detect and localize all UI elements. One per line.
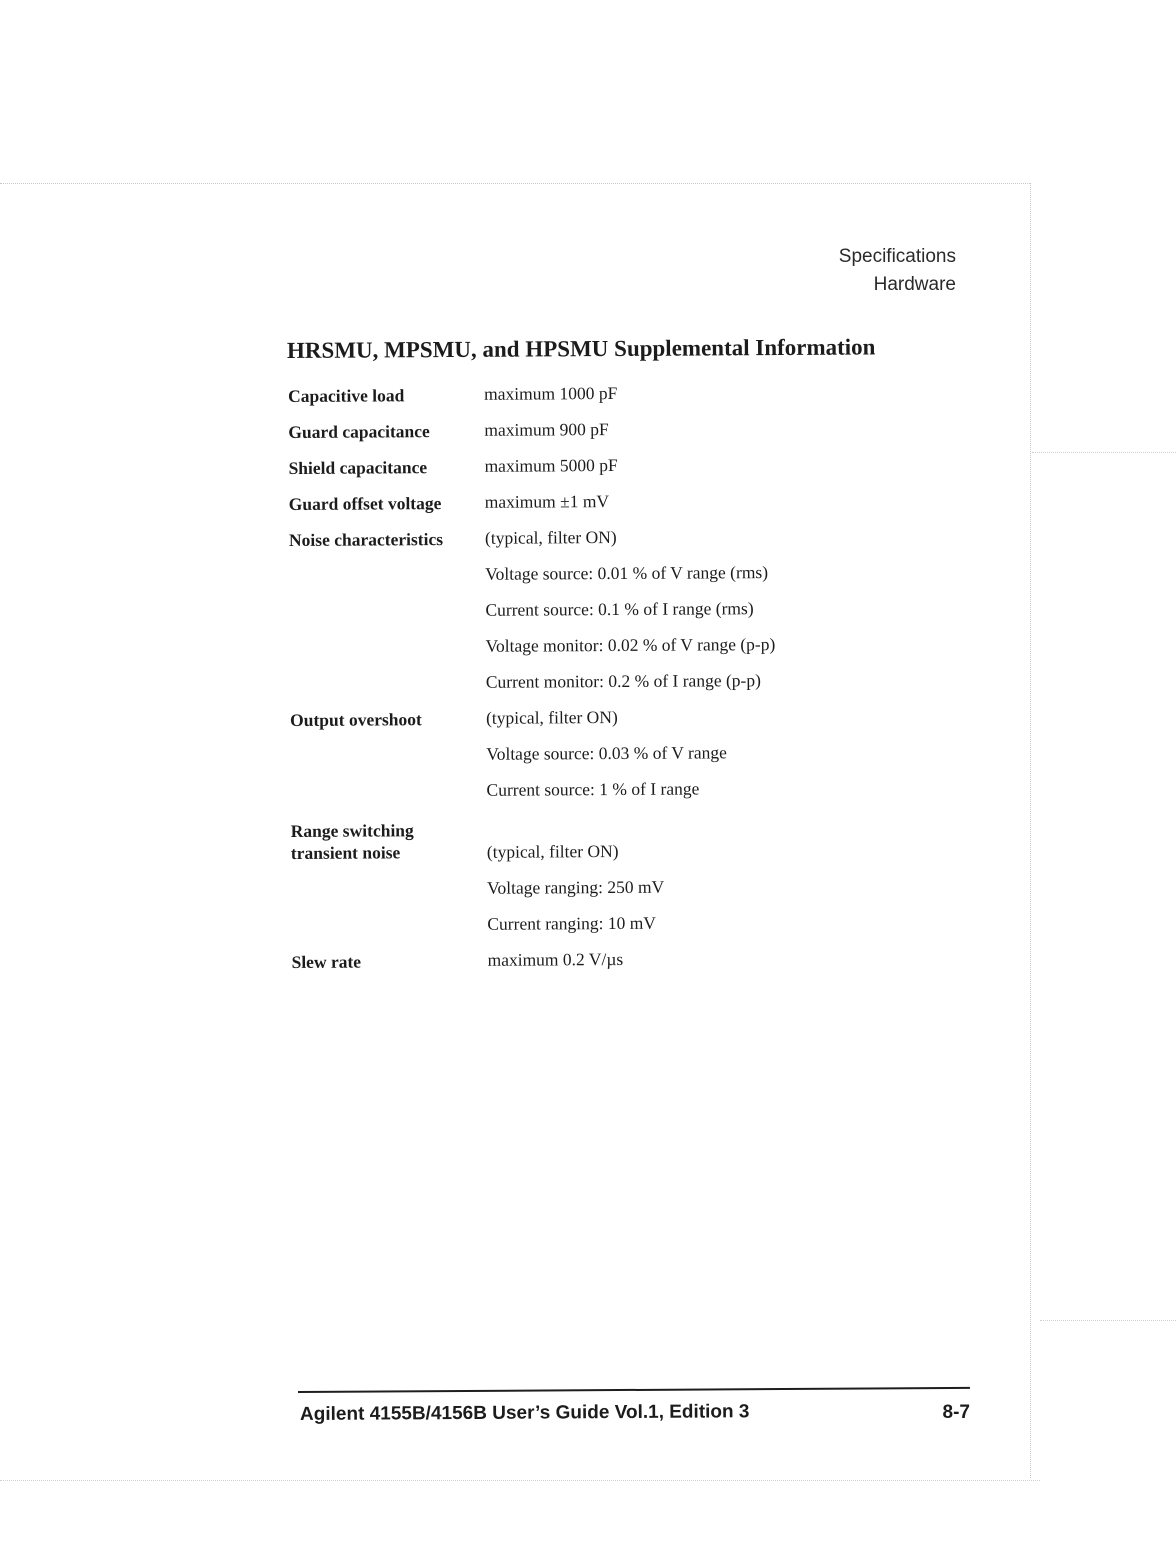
spec-values bbox=[486, 700, 931, 811]
spec-label: Slew rate bbox=[291, 951, 362, 972]
spec-label: Shield capacitance bbox=[288, 457, 428, 478]
footer-title: Agilent 4155B/4156B User’s Guide Vol.1, Edition 3 bbox=[299, 1401, 750, 1425]
running-head-chapter: Specifications bbox=[838, 246, 956, 267]
spec-value: Current monitor: 0.2 % of I range (p-p) bbox=[485, 670, 761, 692]
spec-value: maximum 0.2 V/µs bbox=[487, 948, 624, 970]
scan-edge-bottom bbox=[0, 1480, 1040, 1481]
spec-value: (typical, filter ON) bbox=[486, 840, 619, 862]
spec-values bbox=[485, 484, 929, 523]
spec-value: Voltage source: 0.03 % of V range bbox=[486, 742, 727, 764]
spec-table bbox=[288, 376, 932, 982]
scan-edge-side bbox=[1032, 452, 1176, 453]
spec-values bbox=[487, 816, 932, 945]
spec-row-range-switching bbox=[291, 816, 932, 946]
spec-value: maximum 1000 pF bbox=[484, 382, 618, 404]
spec-value: maximum 900 pF bbox=[484, 419, 609, 440]
scan-edge-top bbox=[0, 183, 1030, 184]
spec-label-line: transient noise bbox=[290, 842, 401, 863]
spec-values bbox=[484, 448, 928, 487]
spec-row-guard-offset-voltage bbox=[289, 484, 929, 524]
spec-label-line: Range switching bbox=[290, 820, 414, 841]
spec-values bbox=[487, 942, 931, 981]
spec-values bbox=[485, 520, 930, 703]
spec-row-output-overshoot bbox=[290, 700, 931, 812]
footer-rule bbox=[298, 1387, 970, 1393]
spec-value: (typical, filter ON) bbox=[484, 526, 617, 548]
section-title: HRSMU, MPSMU, and HPSMU Supplemental Information bbox=[286, 334, 876, 363]
spec-value: Current ranging: 10 mV bbox=[487, 912, 657, 934]
spec-value: maximum ±1 mV bbox=[484, 491, 610, 512]
spec-value: Current source: 1 % of I range bbox=[486, 778, 700, 800]
spec-label: Guard offset voltage bbox=[288, 493, 442, 514]
spec-value: Voltage ranging: 250 mV bbox=[487, 876, 665, 898]
spec-label: Noise characteristics bbox=[288, 529, 444, 550]
spec-row-noise-characteristics bbox=[289, 520, 930, 704]
spec-value: Voltage monitor: 0.02 % of V range (p-p) bbox=[485, 634, 776, 656]
spec-values bbox=[484, 376, 928, 415]
page-number: 8-7 bbox=[942, 1402, 970, 1423]
spec-value: maximum 5000 pF bbox=[484, 454, 618, 476]
spec-value: (typical, filter ON) bbox=[486, 706, 618, 728]
scan-edge-side bbox=[1040, 1320, 1176, 1321]
spec-label bbox=[291, 819, 487, 864]
spec-value: Current source: 0.1 % of I range (rms) bbox=[485, 598, 754, 620]
spec-row-capacitive-load bbox=[288, 376, 928, 416]
spec-row-slew-rate bbox=[291, 942, 931, 982]
spec-row-guard-capacitance bbox=[288, 412, 928, 452]
spec-value: Voltage source: 0.01 % of V range (rms) bbox=[485, 562, 769, 584]
spec-label: Guard capacitance bbox=[288, 421, 430, 442]
running-head bbox=[839, 243, 956, 299]
running-head-section: Hardware bbox=[873, 274, 956, 295]
scan-edge-right bbox=[1030, 183, 1031, 1478]
spec-label: Capacitive load bbox=[288, 385, 405, 406]
spec-label: Output overshoot bbox=[290, 709, 422, 730]
spec-row-shield-capacitance bbox=[288, 448, 928, 488]
spec-values bbox=[484, 412, 928, 451]
